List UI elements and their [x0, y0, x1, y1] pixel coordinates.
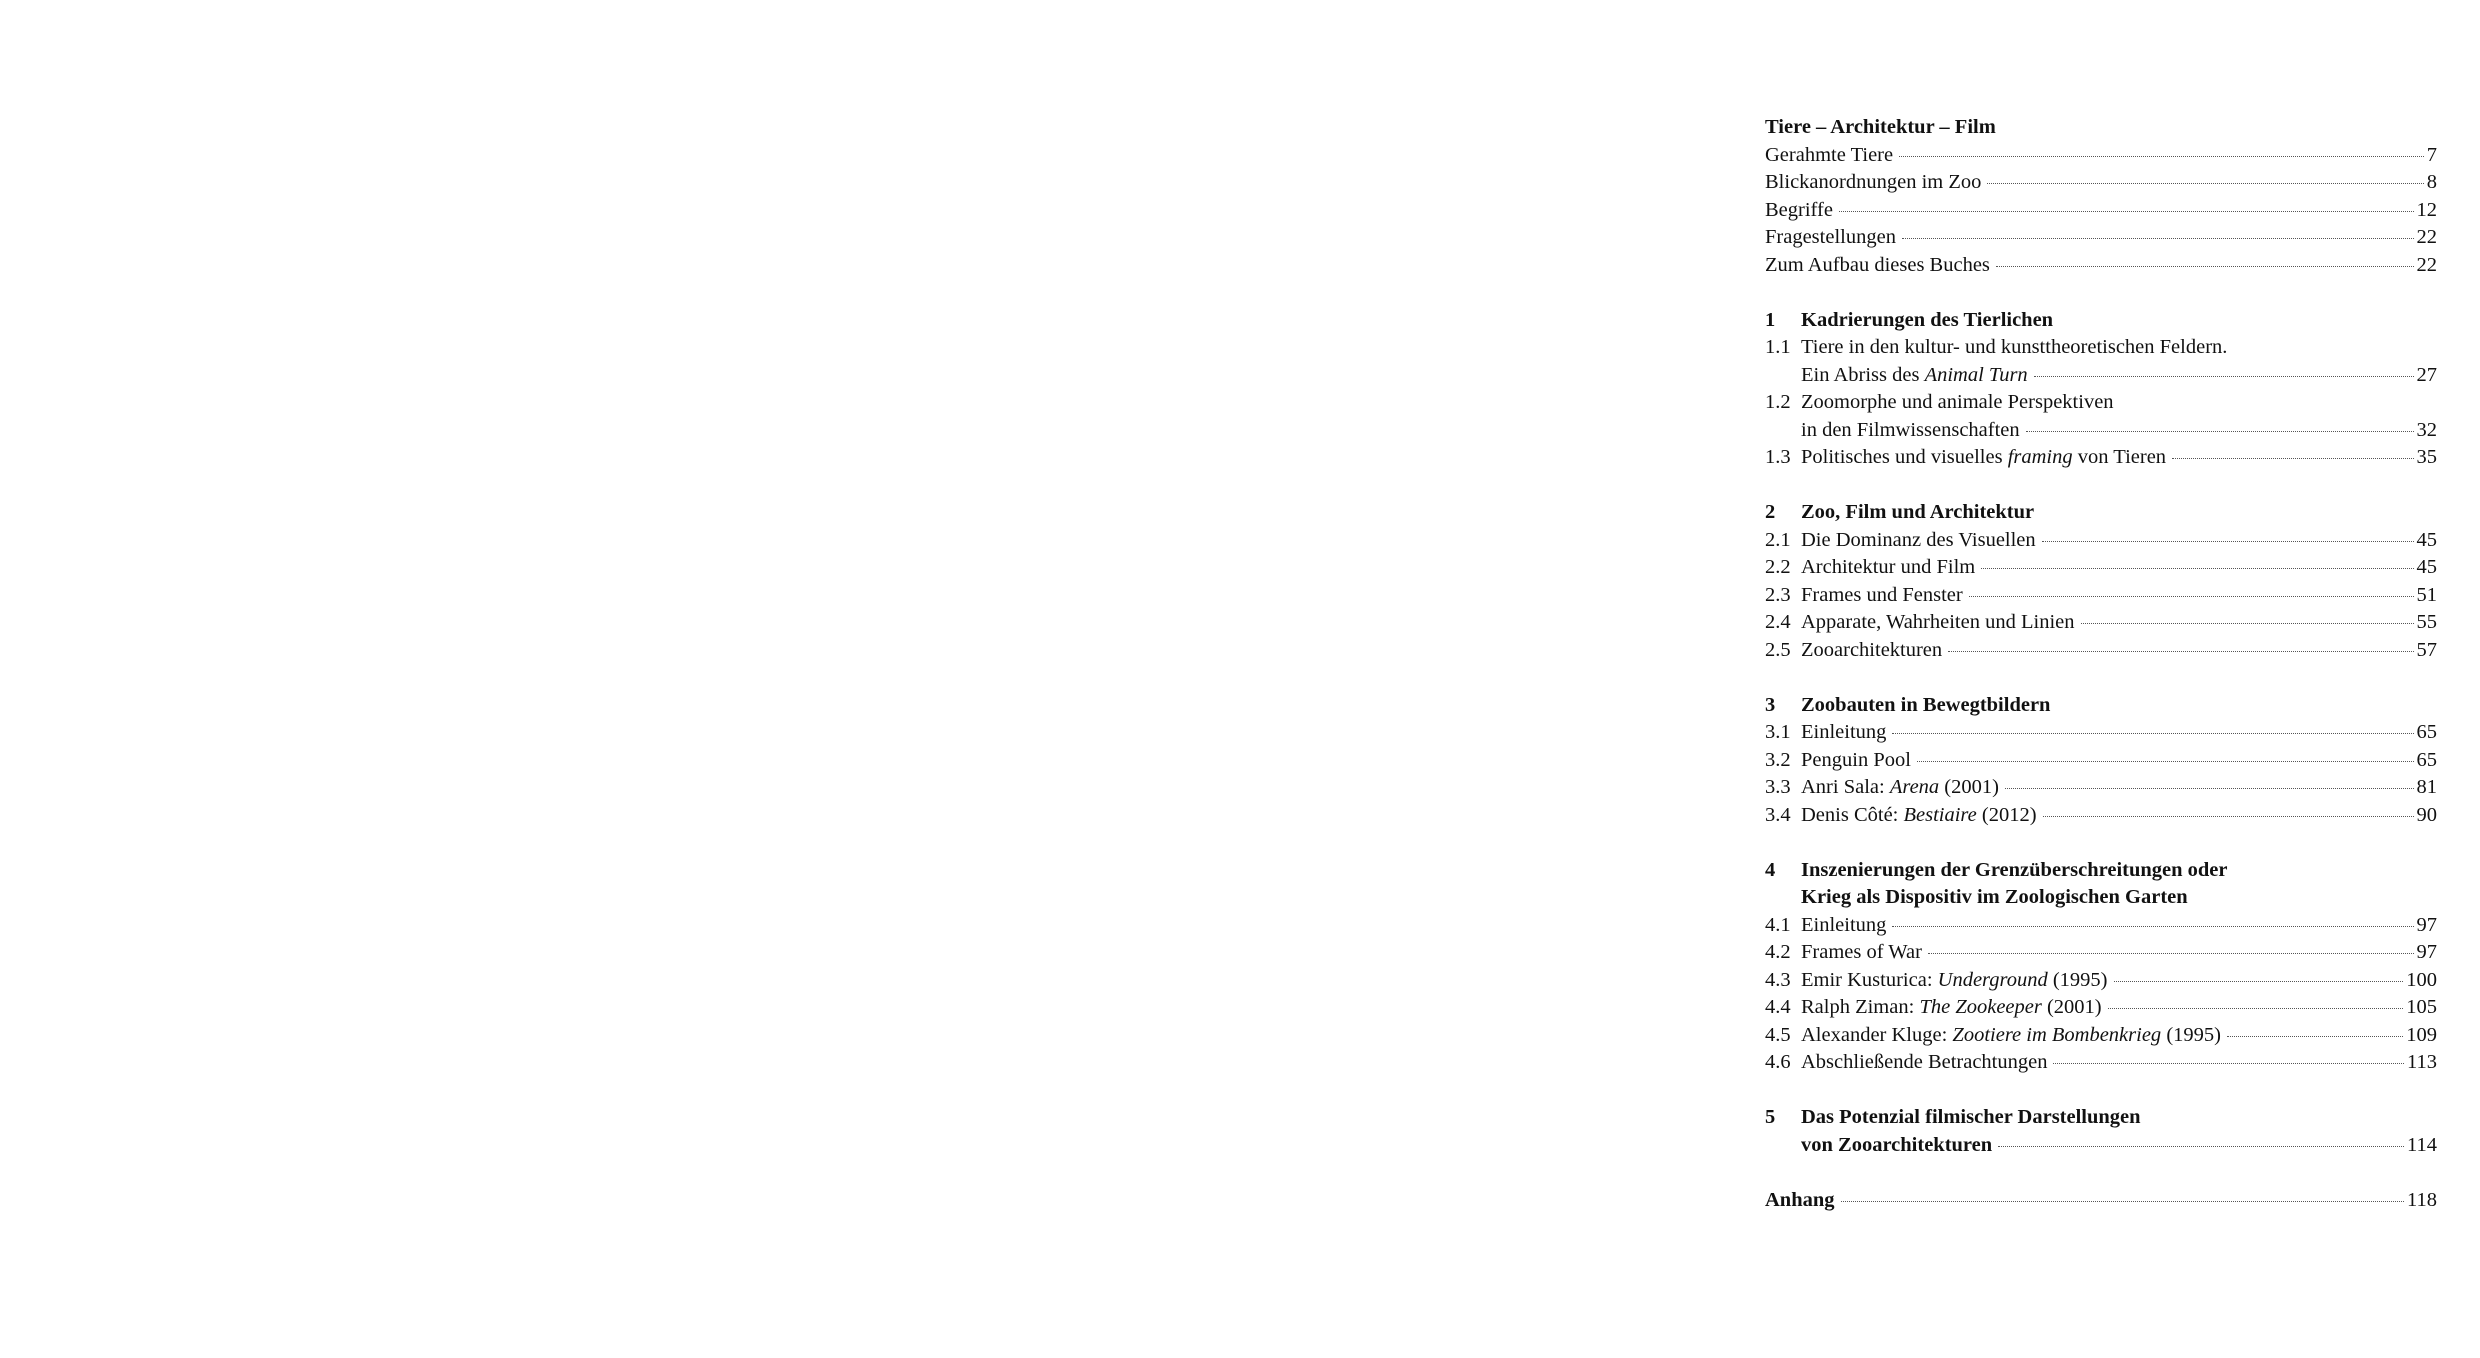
toc-entry-title: [1801, 444, 2166, 472]
chapter-number: 5: [1765, 1106, 1776, 1128]
dot-leader: [2005, 788, 2414, 789]
toc-entry-page: 100: [2406, 968, 2437, 991]
title-part: Anri Sala:: [1801, 776, 1890, 798]
title-part: (2012): [1976, 803, 2037, 826]
spacer: [1765, 472, 2437, 500]
toc-entry-page: 45: [2416, 556, 2437, 578]
title-part: (2001): [2041, 996, 2102, 1018]
section-number: 4.4: [1765, 996, 1791, 1018]
toc-intro-heading: [1765, 114, 2437, 142]
dot-leader: [1841, 1201, 2404, 1202]
dot-leader: [1987, 183, 2423, 184]
toc-entry-title: Blickanordnungen im Zoo: [1765, 171, 1982, 193]
section-number: 1.1: [1765, 336, 1791, 358]
chapter-title: Kadrierungen des Tierlichen: [1801, 308, 2054, 331]
dot-leader: [1928, 953, 2414, 954]
title-part: Einleitung: [1801, 913, 1887, 936]
dot-leader: [1892, 733, 2413, 734]
section-number: 2.2: [1765, 556, 1791, 578]
toc-entry: [1765, 252, 2437, 280]
toc-entry-title: [1801, 802, 2037, 830]
toc-chapter-heading: [1765, 857, 2437, 885]
dot-leader: [2227, 1036, 2403, 1037]
table-of-contents: [1765, 114, 2437, 1214]
toc-entry-continuation: [1765, 417, 2437, 445]
toc-entry: [1765, 1022, 2437, 1050]
toc-entry: [1765, 197, 2437, 225]
title-part: Ralph Ziman:: [1801, 996, 1920, 1018]
dot-leader: [1996, 266, 2414, 267]
section-number: 4.2: [1765, 941, 1791, 963]
toc-entry-page: 118: [2407, 1188, 2437, 1211]
title-italic: Underground: [1937, 968, 2048, 991]
toc-entry-title: Tiere in den kultur- und kunsttheoretischen Feldern.: [1801, 336, 2228, 358]
chapter-number: 1: [1765, 308, 1776, 331]
toc-entry: [1765, 939, 2437, 967]
toc-entry: [1765, 609, 2437, 637]
dot-leader: [2172, 458, 2413, 459]
toc-entry: [1765, 142, 2437, 170]
dot-leader: [1839, 211, 2414, 212]
title-italic: The Zookeeper: [1919, 996, 2042, 1018]
toc-chapter-heading: [1765, 692, 2437, 720]
toc-entry: [1765, 169, 2437, 197]
chapter-title: Krieg als Dispositiv im Zoologischen Garten: [1801, 886, 2188, 908]
toc-entry-page: 7: [2426, 143, 2437, 166]
appendix-title: Anhang: [1765, 1188, 1835, 1211]
toc-entry: [1765, 1049, 2437, 1077]
toc-entry: [1765, 637, 2437, 665]
toc-entry-page: 12: [2416, 198, 2437, 221]
title-part: Politisches und visuelles: [1801, 446, 2008, 468]
chapter-number: 2: [1765, 501, 1776, 523]
dot-leader: [2034, 376, 2414, 377]
title-italic: Zootiere im Bombenkrieg: [1952, 1023, 2162, 1046]
toc-entry-title: Gerahmte Tiere: [1765, 143, 1894, 166]
toc-entry-title: [1801, 1049, 2047, 1077]
toc-entry-title: [1801, 967, 2108, 995]
title-part: Abschließende Betrachtungen: [1801, 1051, 2048, 1073]
dot-leader: [1917, 761, 2414, 762]
toc-entry: [1765, 719, 2437, 747]
title-part: Denis Côté:: [1801, 803, 1904, 826]
section-number: 3.1: [1765, 721, 1791, 743]
section-number: 2.3: [1765, 583, 1791, 606]
toc-entry-title: Frames und Fenster: [1801, 583, 1963, 606]
toc-entry: [1765, 802, 2437, 830]
dot-leader: [2114, 981, 2404, 982]
toc-entry-page: 97: [2416, 941, 2437, 963]
section-number: 3.4: [1765, 803, 1791, 826]
toc-entry: [1765, 527, 2437, 555]
toc-entry-page: 97: [2416, 913, 2437, 936]
toc-entry-page: 22: [2416, 226, 2437, 248]
dot-leader: [1902, 238, 2414, 239]
toc-entry-page: 114: [2407, 1133, 2437, 1156]
toc-entry-title: Apparate, Wahrheiten und Linien: [1801, 611, 2075, 633]
section-number: 3.3: [1765, 776, 1791, 798]
toc-entry-page: 8: [2426, 171, 2437, 193]
toc-entry-title: [1801, 912, 1886, 940]
toc-entry-page: 105: [2406, 996, 2437, 1018]
toc-chapter-heading: [1765, 499, 2437, 527]
section-number: 4.5: [1765, 1023, 1791, 1046]
toc-entry-page: 32: [2416, 418, 2437, 441]
toc-entry-page: 51: [2416, 583, 2437, 606]
spacer: [1765, 829, 2437, 857]
toc-entry-title: [1801, 939, 1922, 967]
chapter-number: 3: [1765, 693, 1776, 716]
spacer: [1765, 664, 2437, 692]
toc-entry-title: [1801, 994, 2102, 1022]
toc-entry: [1765, 582, 2437, 610]
dot-leader: [1969, 596, 2414, 597]
toc-entry-title: Zum Aufbau dieses Buches: [1765, 253, 1990, 276]
title-part: Frames of War: [1801, 941, 1922, 963]
spacer: [1765, 1159, 2437, 1187]
title-part: Alexander Kluge:: [1801, 1023, 1953, 1046]
title-italic: Bestiaire: [1903, 803, 1977, 826]
section-number: 3.2: [1765, 748, 1791, 771]
toc-entry: [1765, 224, 2437, 252]
toc-entry-title: [1801, 747, 1911, 775]
toc-entry-title: [1801, 362, 2028, 390]
title-part: Ein Abriss des: [1801, 363, 1925, 386]
chapter-title: Inszenierungen der Grenzüberschreitungen oder: [1801, 858, 2228, 881]
toc-chapter-heading-continuation: [1765, 884, 2437, 912]
section-number: 1.3: [1765, 446, 1791, 468]
toc-entry-title: Begriffe: [1765, 198, 1833, 221]
toc-entry: [1765, 334, 2437, 362]
chapter-title: Das Potenzial filmischer Darstellungen: [1801, 1106, 2141, 1128]
dot-leader: [1899, 156, 2424, 157]
toc-heading-text: Tiere – Architektur – Film: [1765, 116, 1996, 138]
toc-entry: [1765, 774, 2437, 802]
toc-entry-page: 35: [2416, 446, 2437, 468]
section-number: 4.6: [1765, 1051, 1791, 1073]
spacer: [1765, 1077, 2437, 1105]
spacer: [1765, 279, 2437, 307]
toc-entry: [1765, 994, 2437, 1022]
toc-entry-page: 65: [2416, 748, 2437, 771]
dot-leader: [1981, 568, 2413, 569]
toc-entry-title: [1801, 719, 1886, 747]
toc-entry-title: Architektur und Film: [1801, 556, 1976, 578]
title-italic: framing: [2007, 446, 2073, 468]
toc-chapter-heading-continuation: [1765, 1132, 2437, 1160]
toc-appendix: [1765, 1187, 2437, 1215]
toc-entry: [1765, 444, 2437, 472]
toc-entry-page: 45: [2416, 528, 2437, 551]
section-number: 4.3: [1765, 968, 1791, 991]
toc-chapter-heading: [1765, 1104, 2437, 1132]
title-italic: Animal Turn: [1924, 363, 2028, 386]
right-page: [1240, 0, 2480, 1358]
section-number: 2.4: [1765, 611, 1791, 633]
dot-leader: [2108, 1008, 2404, 1009]
toc-entry-page: 109: [2406, 1023, 2437, 1046]
title-part: Emir Kusturica:: [1801, 968, 1938, 991]
chapter-title: Zoo, Film und Architektur: [1801, 501, 2035, 523]
title-part: von Tieren: [2072, 446, 2167, 468]
toc-entry-title: Fragestellungen: [1765, 226, 1896, 248]
section-number: 1.2: [1765, 391, 1791, 413]
chapter-number: 4: [1765, 858, 1776, 881]
toc-entry-continuation: [1765, 362, 2437, 390]
toc-entry: [1765, 967, 2437, 995]
toc-chapter-heading: [1765, 307, 2437, 335]
title-part: Penguin Pool: [1801, 748, 1911, 771]
toc-entry: [1765, 389, 2437, 417]
toc-entry-title: Zooarchitekturen: [1801, 638, 1943, 661]
dot-leader: [2081, 623, 2414, 624]
section-number: 4.1: [1765, 913, 1791, 936]
toc-entry: [1765, 912, 2437, 940]
section-number: 2.5: [1765, 638, 1791, 661]
toc-entry-page: 81: [2416, 776, 2437, 798]
toc-entry-page: 65: [2416, 721, 2437, 743]
title-part: (1995): [2047, 968, 2108, 991]
toc-entry-page: 90: [2416, 803, 2437, 826]
title-part: (2001): [1939, 776, 1999, 798]
dot-leader: [1892, 926, 2413, 927]
toc-entry-page: 57: [2416, 638, 2437, 661]
title-italic: Arena: [1889, 776, 1940, 798]
dot-leader: [2053, 1063, 2404, 1064]
title-part: Einleitung: [1801, 721, 1887, 743]
toc-entry: [1765, 747, 2437, 775]
dot-leader: [1948, 651, 2413, 652]
dot-leader: [2042, 541, 2414, 542]
toc-entry-page: 27: [2416, 363, 2437, 386]
dot-leader: [1998, 1146, 2404, 1147]
toc-entry-page: 55: [2416, 611, 2437, 633]
chapter-title: von Zooarchitekturen: [1801, 1133, 1993, 1156]
toc-entry-page: 113: [2407, 1051, 2437, 1073]
toc-entry-page: 22: [2416, 253, 2437, 276]
title-part: (1995): [2161, 1023, 2221, 1046]
section-number: 2.1: [1765, 528, 1791, 551]
toc-entry-title: [1801, 1022, 2221, 1050]
dot-leader: [2043, 816, 2414, 817]
toc-entry-title: in den Filmwissenschaften: [1801, 418, 2020, 441]
toc-entry-title: Zoomorphe und animale Perspektiven: [1801, 391, 2114, 413]
dot-leader: [2026, 431, 2414, 432]
toc-entry-title: [1801, 774, 1999, 802]
chapter-title: Zoobauten in Bewegtbildern: [1801, 693, 2051, 716]
toc-entry: [1765, 554, 2437, 582]
toc-entry-title: Die Dominanz des Visuellen: [1801, 528, 2036, 551]
